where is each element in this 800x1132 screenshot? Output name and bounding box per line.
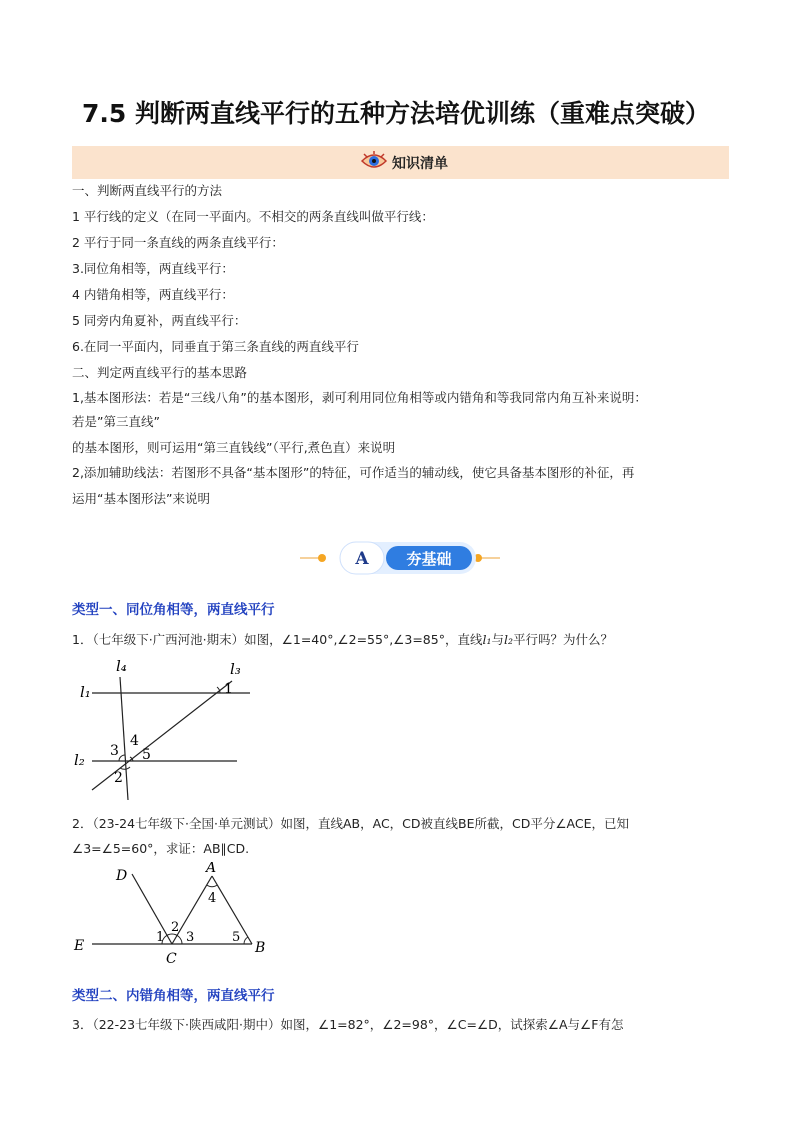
question-text: 如图，∠1=82°，∠2=98°，∠C=∠D，试探索∠A与∠F有怎 [280, 1017, 624, 1032]
line-label: l₂ [504, 632, 514, 647]
question-number: 1． [72, 632, 93, 647]
knowledge-line: 2,添加辅助线法：若图形不具备“基本图形”的特征，可作适当的辅动线，使它具备基本图形的补征，再 [72, 465, 635, 480]
knowledge-line: 若是”第三直线” [72, 414, 160, 429]
point-C: C [166, 951, 177, 967]
angle-3: 3 [186, 930, 195, 945]
figure-2 [72, 862, 272, 970]
knowledge-line: 1 平行线的定义（在同一平面内。不相交的两条直线叫做平行线： [72, 209, 434, 224]
angle-4: 4 [130, 733, 139, 749]
type-heading: 类型二、内错角相等，两直线平行 [72, 988, 275, 1004]
label-l4: l₄ [116, 657, 127, 675]
angle-1: 1 [224, 681, 233, 697]
question-number: 2． [72, 816, 93, 831]
page-title: 7.5 判断两直线平行的五种方法培优训练（重难点突破） [82, 99, 710, 128]
question-text: 如图，∠1=40°,∠2=55°,∠3=85°，直线 [244, 632, 483, 647]
question-source: （23-24七年级下·全国·单元测试） [92, 816, 281, 831]
angle-5: 5 [232, 930, 241, 945]
knowledge-line: 6.在同一平面内，同垂直于第三条直线的两直线平行 [72, 339, 359, 354]
line-l3 [92, 681, 232, 790]
section-label: 夯基础 [406, 550, 452, 568]
point-E: E [74, 938, 85, 954]
line-label: l₁ [482, 632, 492, 647]
knowledge-line: 1,基本图形法：若是“三线八角”的基本图形，剥可利用同位角相等或内错角和等我同常内角互补来说明： [72, 390, 647, 405]
eye-icon [360, 151, 388, 175]
question-2-line-2: ∠3=∠5=60°，求证：AB∥CD. [72, 841, 250, 856]
angle-2: 2 [114, 770, 123, 786]
knowledge-line: 2 平行于同一条直线的两条直线平行： [72, 235, 284, 250]
knowledge-line: 二、判定两直线平行的基本思路 [72, 365, 248, 380]
question-source: （22-23七年级下·陕西咸阳·期中） [92, 1017, 281, 1032]
knowledge-line: 4 内错角相等，两直线平行： [72, 287, 234, 302]
section-letter: A [355, 549, 369, 569]
knowledge-line: 5 同旁内角夏补，两直线平行： [72, 313, 247, 328]
question-2-line-1 [72, 814, 629, 832]
question-source: （七年级下·广西河池·期末） [92, 632, 245, 647]
question-number: 3． [72, 1017, 93, 1032]
angle-3: 3 [110, 743, 119, 759]
banner-label: 知识清单 [392, 156, 448, 172]
knowledge-line: 一、判断两直线平行的方法 [72, 183, 223, 198]
section-badge [300, 538, 500, 578]
knowledge-line: 的基本图形，则可运用“第三直钱线”（平行,煮色直）来说明 [72, 440, 396, 455]
question-text: 如图，直线AB，AC，CD被直线BE所截，CD平分∠ACE，已知 [280, 816, 630, 831]
question-text: 平行吗？为什么？ [513, 632, 614, 647]
type-heading: 类型一、同位角相等，两直线平行 [72, 602, 275, 618]
figure-1 [72, 655, 262, 805]
label-l2: l₂ [74, 751, 85, 769]
angle-4: 4 [208, 891, 217, 906]
line-CD [132, 874, 172, 944]
point-D: D [116, 868, 128, 884]
label-l1: l₁ [80, 683, 91, 701]
angle-2: 2 [171, 920, 180, 935]
point-B: B [255, 940, 266, 956]
question-1 [72, 630, 613, 648]
point-A: A [206, 862, 217, 876]
knowledge-banner [72, 146, 729, 179]
angle-5: 5 [142, 747, 151, 763]
angle-1: 1 [156, 930, 165, 945]
question-text: 与 [491, 632, 504, 647]
knowledge-line: 3.同位角相等，两直线平行： [72, 261, 234, 276]
knowledge-line: 运用“基本图形法”来说明 [72, 491, 210, 506]
question-3 [72, 1015, 623, 1033]
label-l3: l₃ [230, 660, 241, 678]
